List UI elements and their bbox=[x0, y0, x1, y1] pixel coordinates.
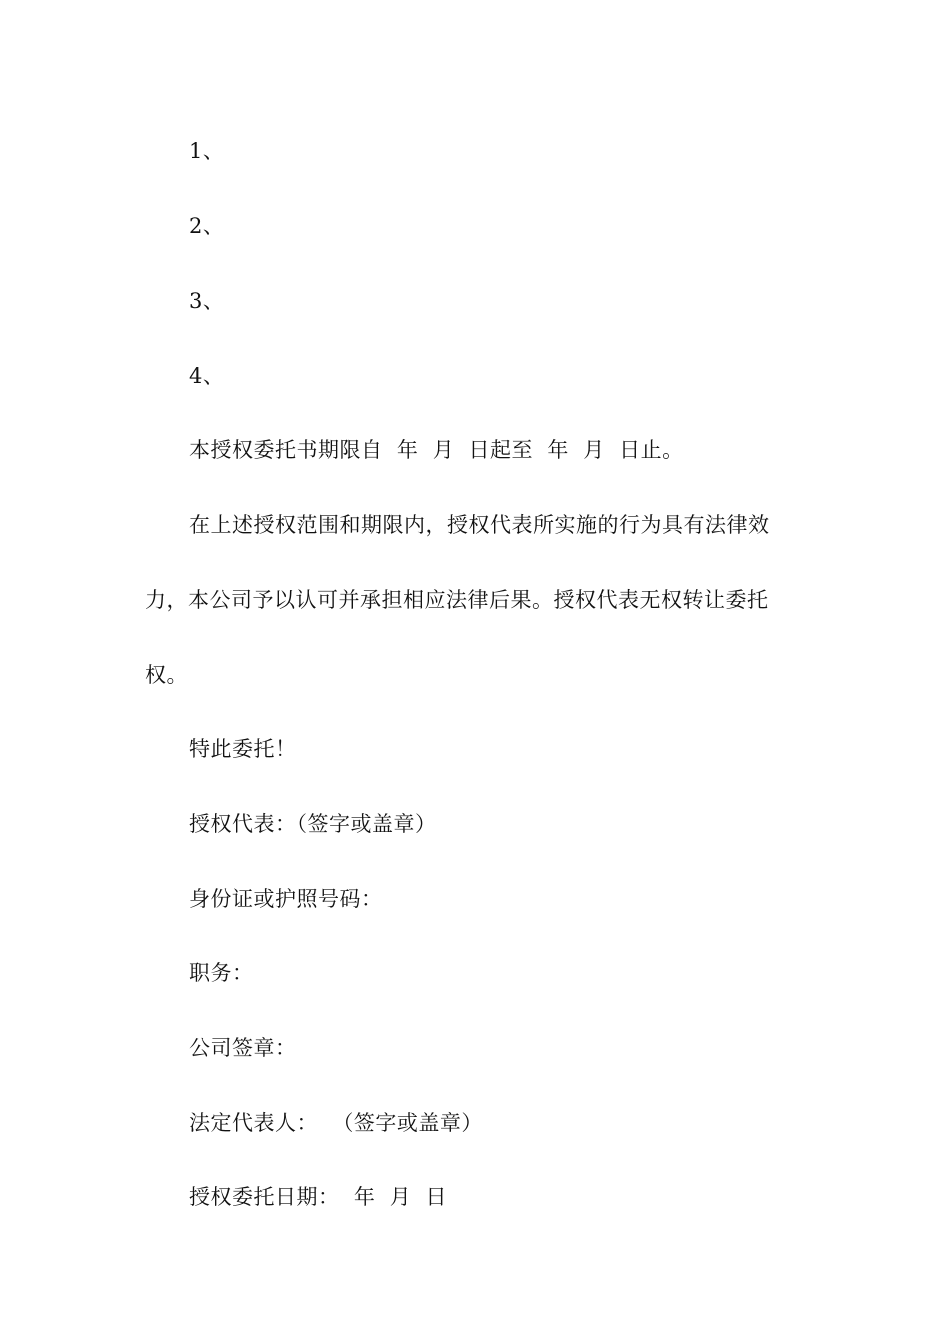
field-id-number: 身份证或护照号码： bbox=[189, 887, 383, 911]
field-authorization-date: 授权委托日期： 年 月 日 bbox=[189, 1185, 448, 1209]
paragraph-line-3: 权。 bbox=[145, 663, 188, 687]
list-item-1: 1、 bbox=[189, 139, 225, 163]
list-item-3: 3、 bbox=[189, 289, 225, 313]
field-position: 职务： bbox=[189, 961, 254, 985]
closing-statement: 特此委托！ bbox=[189, 737, 297, 761]
field-representative: 授权代表：（签字或盖章） bbox=[189, 812, 437, 836]
field-legal-representative: 法定代表人： （签字或盖章） bbox=[189, 1111, 483, 1135]
field-company-seal: 公司签章： bbox=[189, 1036, 297, 1060]
paragraph-line-2: 力，本公司予以认可并承担相应法律后果。授权代表无权转让委托 bbox=[145, 588, 769, 612]
validity-period: 本授权委托书期限自 年 月 日起至 年 月 日止。 bbox=[189, 438, 684, 462]
list-item-2: 2、 bbox=[189, 214, 225, 238]
paragraph-line-1: 在上述授权范围和期限内，授权代表所实施的行为具有法律效 bbox=[189, 513, 770, 537]
list-item-4: 4、 bbox=[189, 364, 225, 388]
